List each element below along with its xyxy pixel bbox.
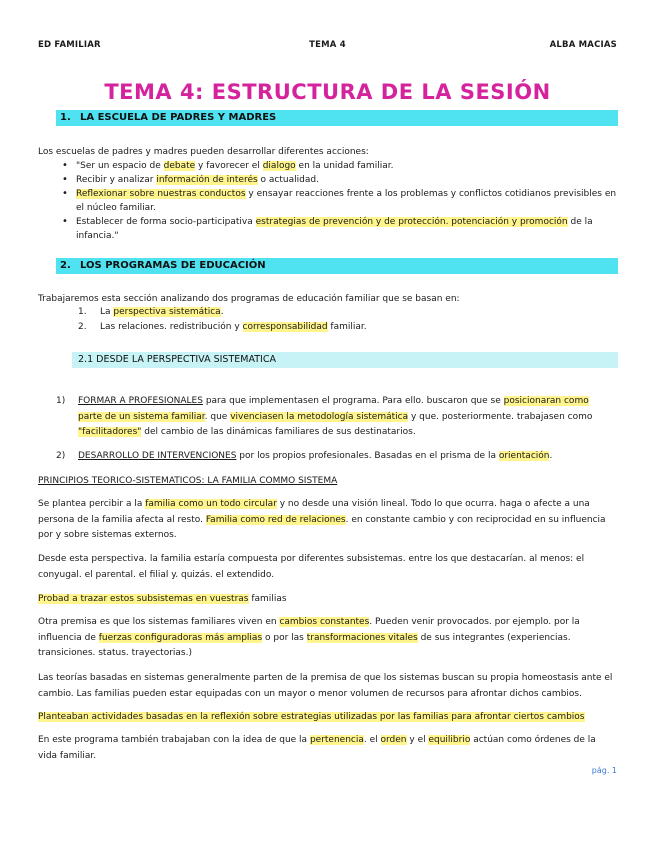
section-title: LOS PROGRAMAS DE EDUCACIÓN [80,260,266,271]
page-number: pág. 1 [591,766,617,775]
paragraph: Probad a trazar estos subsistemas en vuestras familias [38,594,287,604]
header-author: ALBA MACIAS [549,40,617,50]
list-item: • Recibir y analizar información de interés o actualidad. [56,173,618,187]
list-item: • Reflexionar sobre nuestras conductos y ensayar reacciones frente a los problemas y conflictos cotidianos previsibles en el núcleo familiar. [56,187,618,215]
paragraph: Las teorías basadas en sistemas generalmente parten de la premisa de que los sistemas buscan su propia homeostasis ante el cambio. Las familias pueden estar equipadas con un mayor o menor volumen de recursos para afrontar dichos cambios. [38,673,613,699]
list-item: • Establecer de forma socio-participativa estrategias de prevención y de protección. potenciación y promoción de la infancia." [56,215,618,243]
principles-heading: PRINCIPIOS TEORICO-SISTEMATICOS: LA FAMILIA COMMO SISTEMA [38,476,338,486]
subsection-heading: 2.1 DESDE LA PERSPECTIVA SISTEMATICA [72,352,618,368]
intro-paragraph-1: Los escuelas de padres y madres pueden desarrollar diferentes acciones: [38,147,369,157]
list-item: 1) FORMAR A PROFESIONALES para que implementasen el programa. Para ello. buscaron que se posicionaran como parte de un sistema familiar. que vivenciasen la metodología sistemática y que. posteriormente. trabajasen como "facilitadores" del cambio de las dinámicas familiares de sus destinatarios. [56,396,593,437]
page-title: TEMA 4: ESTRUCTURA DE LA SESIÓN [104,80,551,104]
list-item: 2. Las relaciones. redistribución y corresponsabilidad familiar. [78,322,367,332]
header-topic: TEMA 4 [309,40,346,50]
header-subject: ED FAMILIAR [38,40,101,50]
intro-paragraph-2: Trabajaremos esta sección analizando dos programas de educación familiar que se basan en: [38,294,460,304]
programs-list [78,305,618,335]
section-heading-2 [56,258,618,274]
section-title: LA ESCUELA DE PADRES Y MADRES [80,112,277,123]
actions-list [56,159,618,243]
paragraph: En este programa también trabajaban con la idea de que la pertenencia. el orden y el equilibrio actúan como órdenes de la vida familiar. [38,735,596,761]
section-number: 2. [60,260,71,271]
section-heading-1 [56,110,618,126]
paragraph: Otra premisa es que los sistemas familiares viven en cambios constantes. Pueden venir provocados. por ejemplo. por la influencia de fuerzas configuradoras más amplias o por las transformaciones vitales de sus integrantes (experiencias. transiciones. status. trayectorias.) [38,617,580,658]
approach-list [56,394,612,464]
list-item: 1. La perspectiva sistemática. [78,307,224,317]
section-number: 1. [60,112,71,123]
list-item: 2) DESARROLLO DE INTERVENCIONES por los propios profesionales. Basadas en el prisma de la orientación. [56,450,553,461]
paragraph: Se plantea percibir a la familia como un todo circular y no desde una visión lineal. Todo lo que ocurra. haga o afecte a una persona de la familia afecta al resto. Familia como red de relaciones. en constante cambio y con reciprocidad en su influencia por y sobre sistemas externos. [38,499,606,540]
paragraph: Planteaban actividades basadas en la reflexión sobre estrategias utilizadas por las familias para afrontar ciertos cambios [38,712,585,722]
paragraph: Desde esta perspectiva. la familia estaría compuesta por diferentes subsistemas. entre los que destacarían. al menos: el conyugal. el parental. el filial y. quizás. el extendido. [38,554,585,580]
list-item: • "Ser un espacio de debate y favorecer el dialogo en la unidad familiar. [56,159,618,173]
